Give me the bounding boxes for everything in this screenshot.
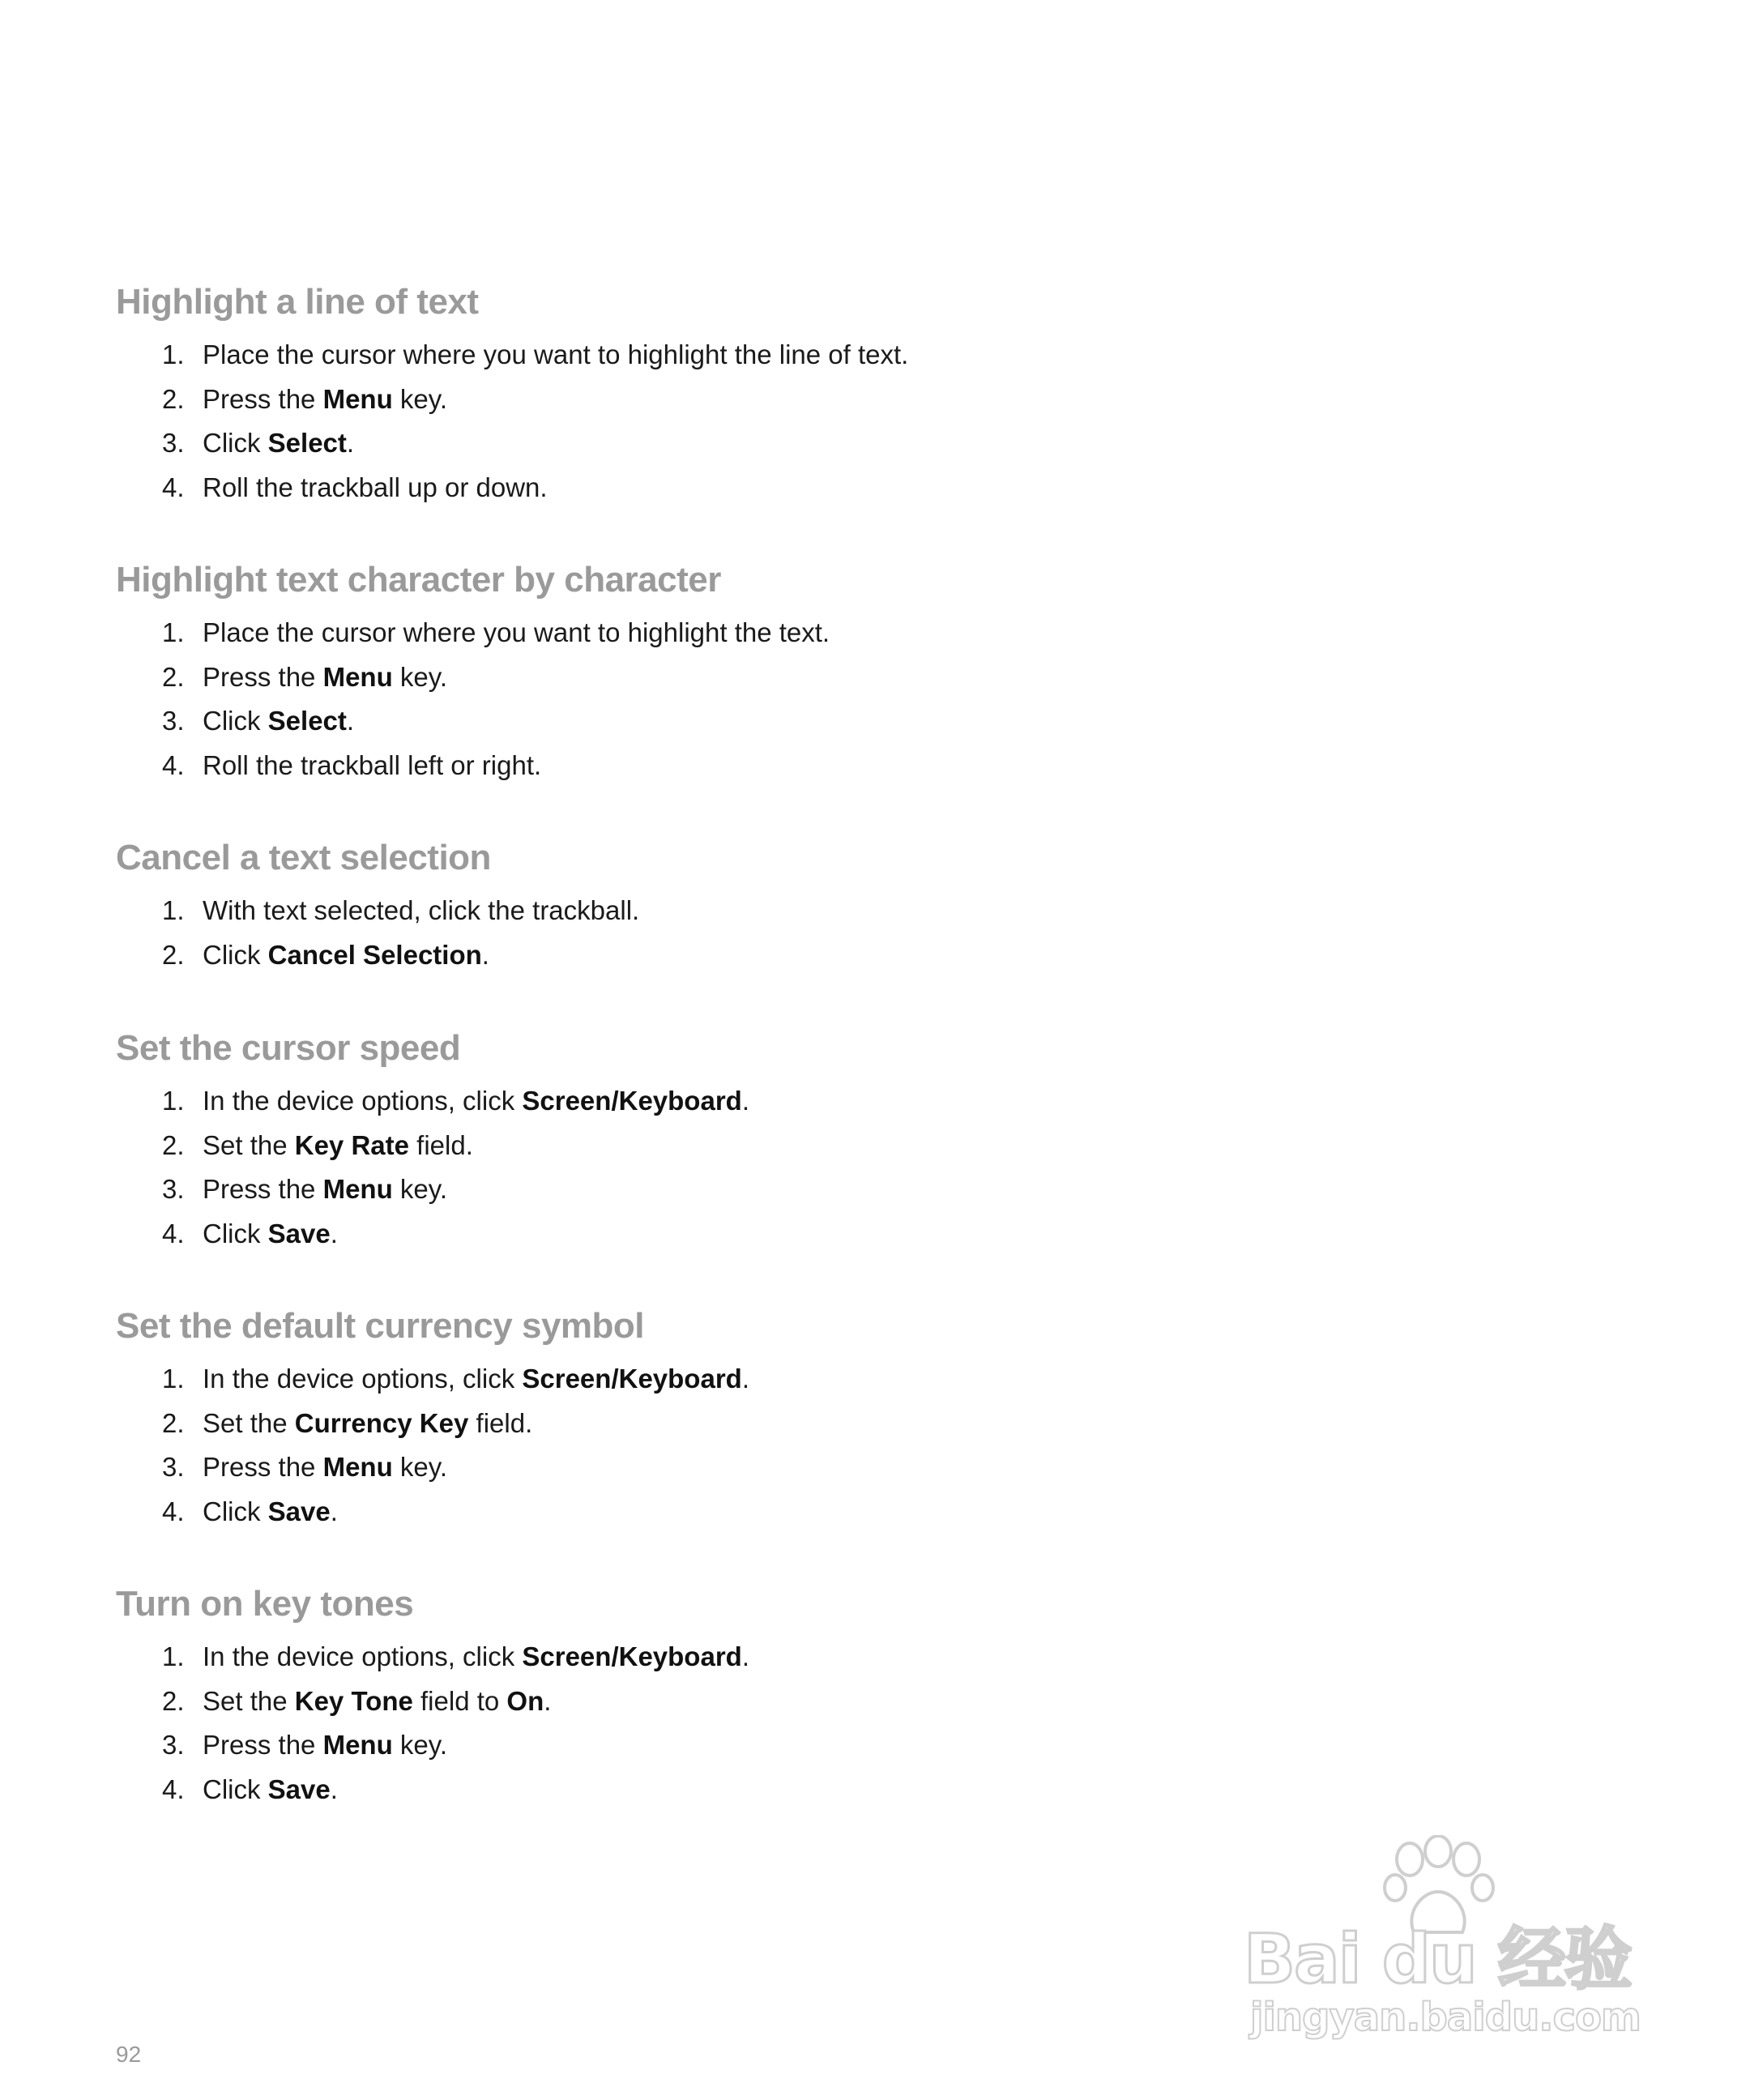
step-keyword: Screen/Keyboard (522, 1641, 742, 1671)
step-item (116, 1212, 1331, 1257)
step-text-tail: key. (392, 1452, 447, 1482)
step-text: Set the (203, 1685, 295, 1716)
step-item (116, 466, 1331, 510)
step-number: 4. (162, 749, 185, 780)
step-text: Press the (203, 661, 323, 692)
section-cancel-selection (116, 835, 1331, 977)
step-text: Click (203, 1218, 268, 1248)
step-text-tail: key. (392, 661, 447, 692)
step-item (116, 1167, 1331, 1212)
step-text: Set the (203, 1407, 295, 1438)
step-list (116, 333, 1331, 510)
step-text-tail: . (346, 428, 355, 458)
step-text-tail: . (741, 1641, 749, 1671)
step-item (116, 933, 1331, 978)
step-text: Press the (203, 383, 323, 414)
section-heading: Cancel a text selection (116, 838, 491, 877)
section-highlight-line (116, 280, 1331, 510)
step-text-tail: . (330, 1496, 338, 1526)
section-heading: Set the cursor speed (116, 1028, 461, 1068)
watermark-url: jingyan.baidu.com (1250, 1995, 1641, 2040)
step-keyword: Menu (322, 661, 393, 692)
step-number: 2. (162, 1407, 185, 1438)
step-item (116, 1445, 1331, 1490)
step-text: Click (203, 1773, 268, 1804)
step-item (116, 333, 1331, 378)
section-heading: Set the default currency symbol (116, 1306, 645, 1346)
step-keyword: Currency Key (294, 1407, 469, 1438)
section-highlight-character (116, 557, 1331, 788)
section-heading: Turn on key tones (116, 1584, 414, 1624)
step-keyword: Select (267, 428, 347, 458)
step-text-tail: field. (468, 1407, 533, 1438)
step-item (116, 421, 1331, 466)
step-text: In the device options, click (203, 1086, 523, 1116)
step-number: 3. (162, 1730, 185, 1760)
watermark-brand: Bai du 经验 (1244, 1919, 1631, 1999)
step-number: 1. (162, 1086, 185, 1116)
step-item (116, 611, 1331, 655)
section-currency-symbol (116, 1304, 1331, 1534)
step-text-tail: key. (392, 383, 447, 414)
step-text-tail: . (741, 1086, 749, 1116)
step-keyword: Menu (322, 383, 393, 414)
step-text: Press the (203, 1452, 323, 1482)
step-keyword: Cancel Selection (267, 939, 482, 970)
step-text: Roll the trackball left or right. (203, 749, 542, 780)
step-number: 2. (162, 1685, 185, 1716)
step-text: Place the cursor where you want to highlight the line of text. (203, 339, 909, 369)
step-number: 3. (162, 706, 185, 736)
step-text: Click (203, 1496, 268, 1526)
step-text-tail: . (330, 1773, 338, 1804)
step-text-tail: field. (408, 1129, 473, 1160)
step-keyword: Save (267, 1218, 331, 1248)
step-text-tail: key. (392, 1174, 447, 1204)
step-number: 1. (162, 895, 185, 925)
section-heading: Highlight text character by character (116, 560, 721, 600)
step-keyword: Menu (322, 1174, 393, 1204)
step-number: 4. (162, 1496, 185, 1526)
step-text-tail: . (330, 1218, 338, 1248)
step-number: 2. (162, 1129, 185, 1160)
step-item (116, 655, 1331, 700)
step-item (116, 1768, 1331, 1812)
step-text: In the device options, click (203, 1641, 523, 1671)
step-item (116, 1357, 1331, 1402)
step-list (116, 889, 1331, 977)
step-item (116, 1723, 1331, 1768)
section-key-tones (116, 1581, 1331, 1812)
step-text: Roll the trackball up or down. (203, 472, 548, 502)
step-keyword: Menu (322, 1452, 393, 1482)
step-item (116, 1680, 1331, 1724)
step-text-tail: . (481, 939, 489, 970)
step-text: Click (203, 706, 268, 736)
step-number: 4. (162, 472, 185, 502)
step-item (116, 889, 1331, 933)
step-text: Press the (203, 1174, 323, 1204)
step-number: 3. (162, 428, 185, 458)
step-number: 1. (162, 339, 185, 369)
step-list (116, 611, 1331, 788)
step-text: Click (203, 939, 268, 970)
step-number: 1. (162, 1364, 185, 1394)
step-list (116, 1079, 1331, 1256)
step-keyword: Save (267, 1773, 331, 1804)
step-item (116, 699, 1331, 744)
step-text: Place the cursor where you want to highlight the text. (203, 617, 830, 647)
step-text-tail: . (741, 1364, 749, 1394)
step-item (116, 744, 1331, 788)
step-text: With text selected, click the trackball. (203, 895, 640, 925)
page-number: 92 (116, 2042, 142, 2067)
step-item (116, 378, 1331, 422)
step-number: 2. (162, 383, 185, 414)
step-keyword-value: On (506, 1685, 544, 1716)
step-keyword: Screen/Keyboard (522, 1086, 742, 1116)
step-number: 2. (162, 939, 185, 970)
step-item (116, 1402, 1331, 1446)
step-number: 1. (162, 1641, 185, 1671)
step-number: 4. (162, 1218, 185, 1248)
step-keyword: Key Tone (294, 1685, 413, 1716)
step-text: In the device options, click (203, 1364, 523, 1394)
step-item (116, 1635, 1331, 1680)
step-number: 2. (162, 661, 185, 692)
step-number: 1. (162, 617, 185, 647)
step-keyword: Key Rate (294, 1129, 409, 1160)
step-text: Press the (203, 1730, 323, 1760)
step-number: 3. (162, 1174, 185, 1204)
step-item (116, 1490, 1331, 1534)
step-number: 4. (162, 1773, 185, 1804)
step-item (116, 1079, 1331, 1124)
step-keyword: Screen/Keyboard (522, 1364, 742, 1394)
step-text-tail: . (544, 1685, 552, 1716)
step-keyword: Menu (322, 1730, 393, 1760)
step-text-tail: . (346, 706, 355, 736)
step-text-tail: key. (392, 1730, 447, 1760)
step-number: 3. (162, 1452, 185, 1482)
section-heading: Highlight a line of text (116, 282, 479, 322)
step-keyword: Save (267, 1496, 331, 1526)
step-text-mid: field to (412, 1685, 507, 1716)
step-list (116, 1357, 1331, 1534)
step-text: Set the (203, 1129, 295, 1160)
baidu-watermark (1244, 1835, 1665, 2038)
step-item (116, 1124, 1331, 1168)
step-text: Click (203, 428, 268, 458)
step-keyword: Select (267, 706, 347, 736)
step-list (116, 1635, 1331, 1812)
section-cursor-speed (116, 1026, 1331, 1256)
